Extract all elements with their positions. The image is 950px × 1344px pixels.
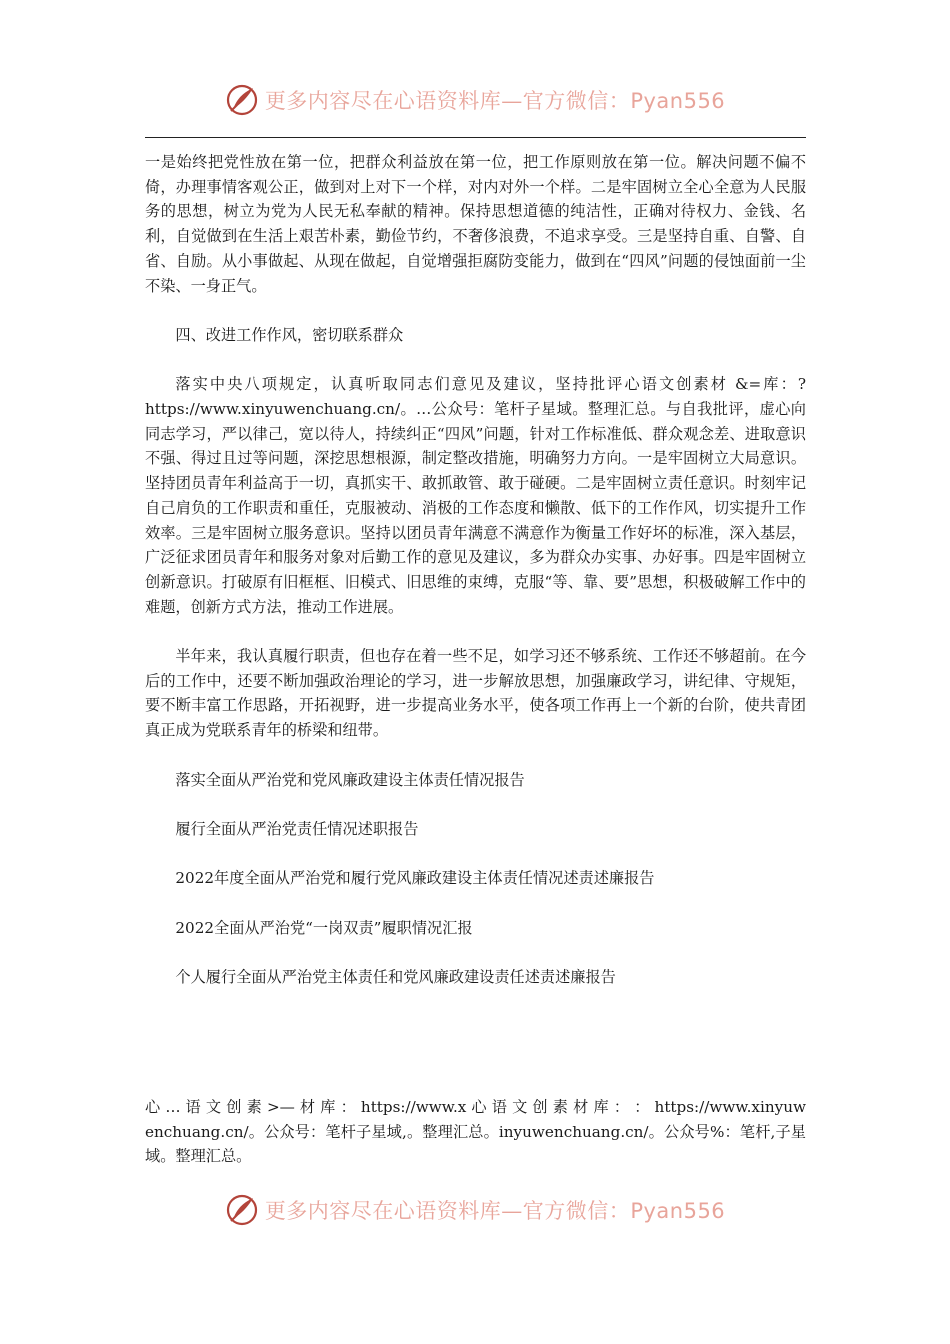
document-body <box>145 150 806 990</box>
paragraph-integrity: 一是始终把党性放在第一位，把群众利益放在第一位，把工作原则放在第一位。解决问题不偏不倚，办理事情客观公正，做到对上对下一个样，对内对外一个样。二是牢固树立全心全意为人民服务的思想，树立为党为人民无私奉献的精神。保持思想道德的纯洁性，正确对待权力、金钱、名利，自觉做到在生活上艰苦朴素，勤俭节约，不奢侈浪费，不追求享受。三是坚持自重、自警、自省、自励。从小事做起、从现在做起，自觉增强拒腐防变能力，做到在“四风”问题的侵蚀面前一尘不染、一身正气。 <box>145 153 806 295</box>
quill-logo-icon <box>225 1193 259 1227</box>
related-title: 2022全面从严治党“一岗双责”履职情况汇报 <box>175 918 473 937</box>
paragraph-work-style: 落实中央八项规定，认真听取同志们意见及建议，坚持批评心语文创素材 &=库：?https://www.xinyuwenchuang.cn/。…公众号：笔杆子星域。整理汇总。与自我批评，虚心向同志学习，严以律己，宽以待人，持续纠正“四风”问题，针对工作标准低、群众观念差、进取意识不强、得过且过等问题，深挖思想根源，制定整改措施，明确努力方向。一是牢固树立大局意识。坚持团员青年利益高于一切，真抓实干、敢抓敢管、敢于碰硬。二是牢固树立责任意识。时刻牢记自己肩负的工作职责和重任，克服被动、消极的工作态度和懒散、低下的工作作风，切实提升工作效率。三是牢固树立服务意识。坚持以团员青年满意不满意作为衡量工作好坏的标准，深入基层，广泛征求团员青年和服务对象对后勤工作的意见及建议，多为群众办实事、办好事。四是牢固树立创新意识。打破原有旧框框、旧模式、旧思维的束缚，克服“等、靠、要”思想，积极破解工作中的难题，创新方式方法，推动工作进展。 <box>145 375 806 616</box>
footer-source-text: 心 … 语 文 创 素 >— 材 库 ： https://www.x 心 语 文 创 素 材 库 ： ： https://www.xinyuwenchuang.cn/。公众号：笔杆子星域,。整理汇总。inyuwenchuang.cn/。公众号%：笔杆,子星域。整理汇总。 <box>145 1098 806 1166</box>
footer-watermark <box>0 1193 950 1233</box>
related-title: 个人履行全面从严治党主体责任和党风廉政建设责任述责述廉报告 <box>175 968 616 987</box>
paragraph-summary: 半年来，我认真履行职责，但也存在着一些不足，如学习还不够系统、工作还不够超前。在今后的工作中，还要不断加强政治理论的学习，进一步解放思想，加强廉政学习，讲纪律、守规矩，要不断丰富工作思路，开拓视野，进一步提高业务水平，使各项工作再上一个新的台阶，使共青团真正成为党联系青年的桥梁和纽带。 <box>145 647 806 740</box>
section-heading-4: 四、改进工作作风，密切联系群众 <box>175 325 404 344</box>
watermark-text: 更多内容尽在心语资料库—官方微信：Pyan556 <box>264 89 726 113</box>
related-title: 落实全面从严治党和党风廉政建设主体责任情况报告 <box>175 770 525 789</box>
header-watermark <box>0 83 950 123</box>
related-title: 2022年度全面从严治党和履行党风廉政建设主体责任情况述责述廉报告 <box>175 869 655 888</box>
header-divider <box>145 137 806 138</box>
quill-logo-icon <box>225 83 259 117</box>
watermark-text: 更多内容尽在心语资料库—官方微信：Pyan556 <box>264 1199 726 1223</box>
related-title: 履行全面从严治党责任情况述职报告 <box>175 819 419 838</box>
